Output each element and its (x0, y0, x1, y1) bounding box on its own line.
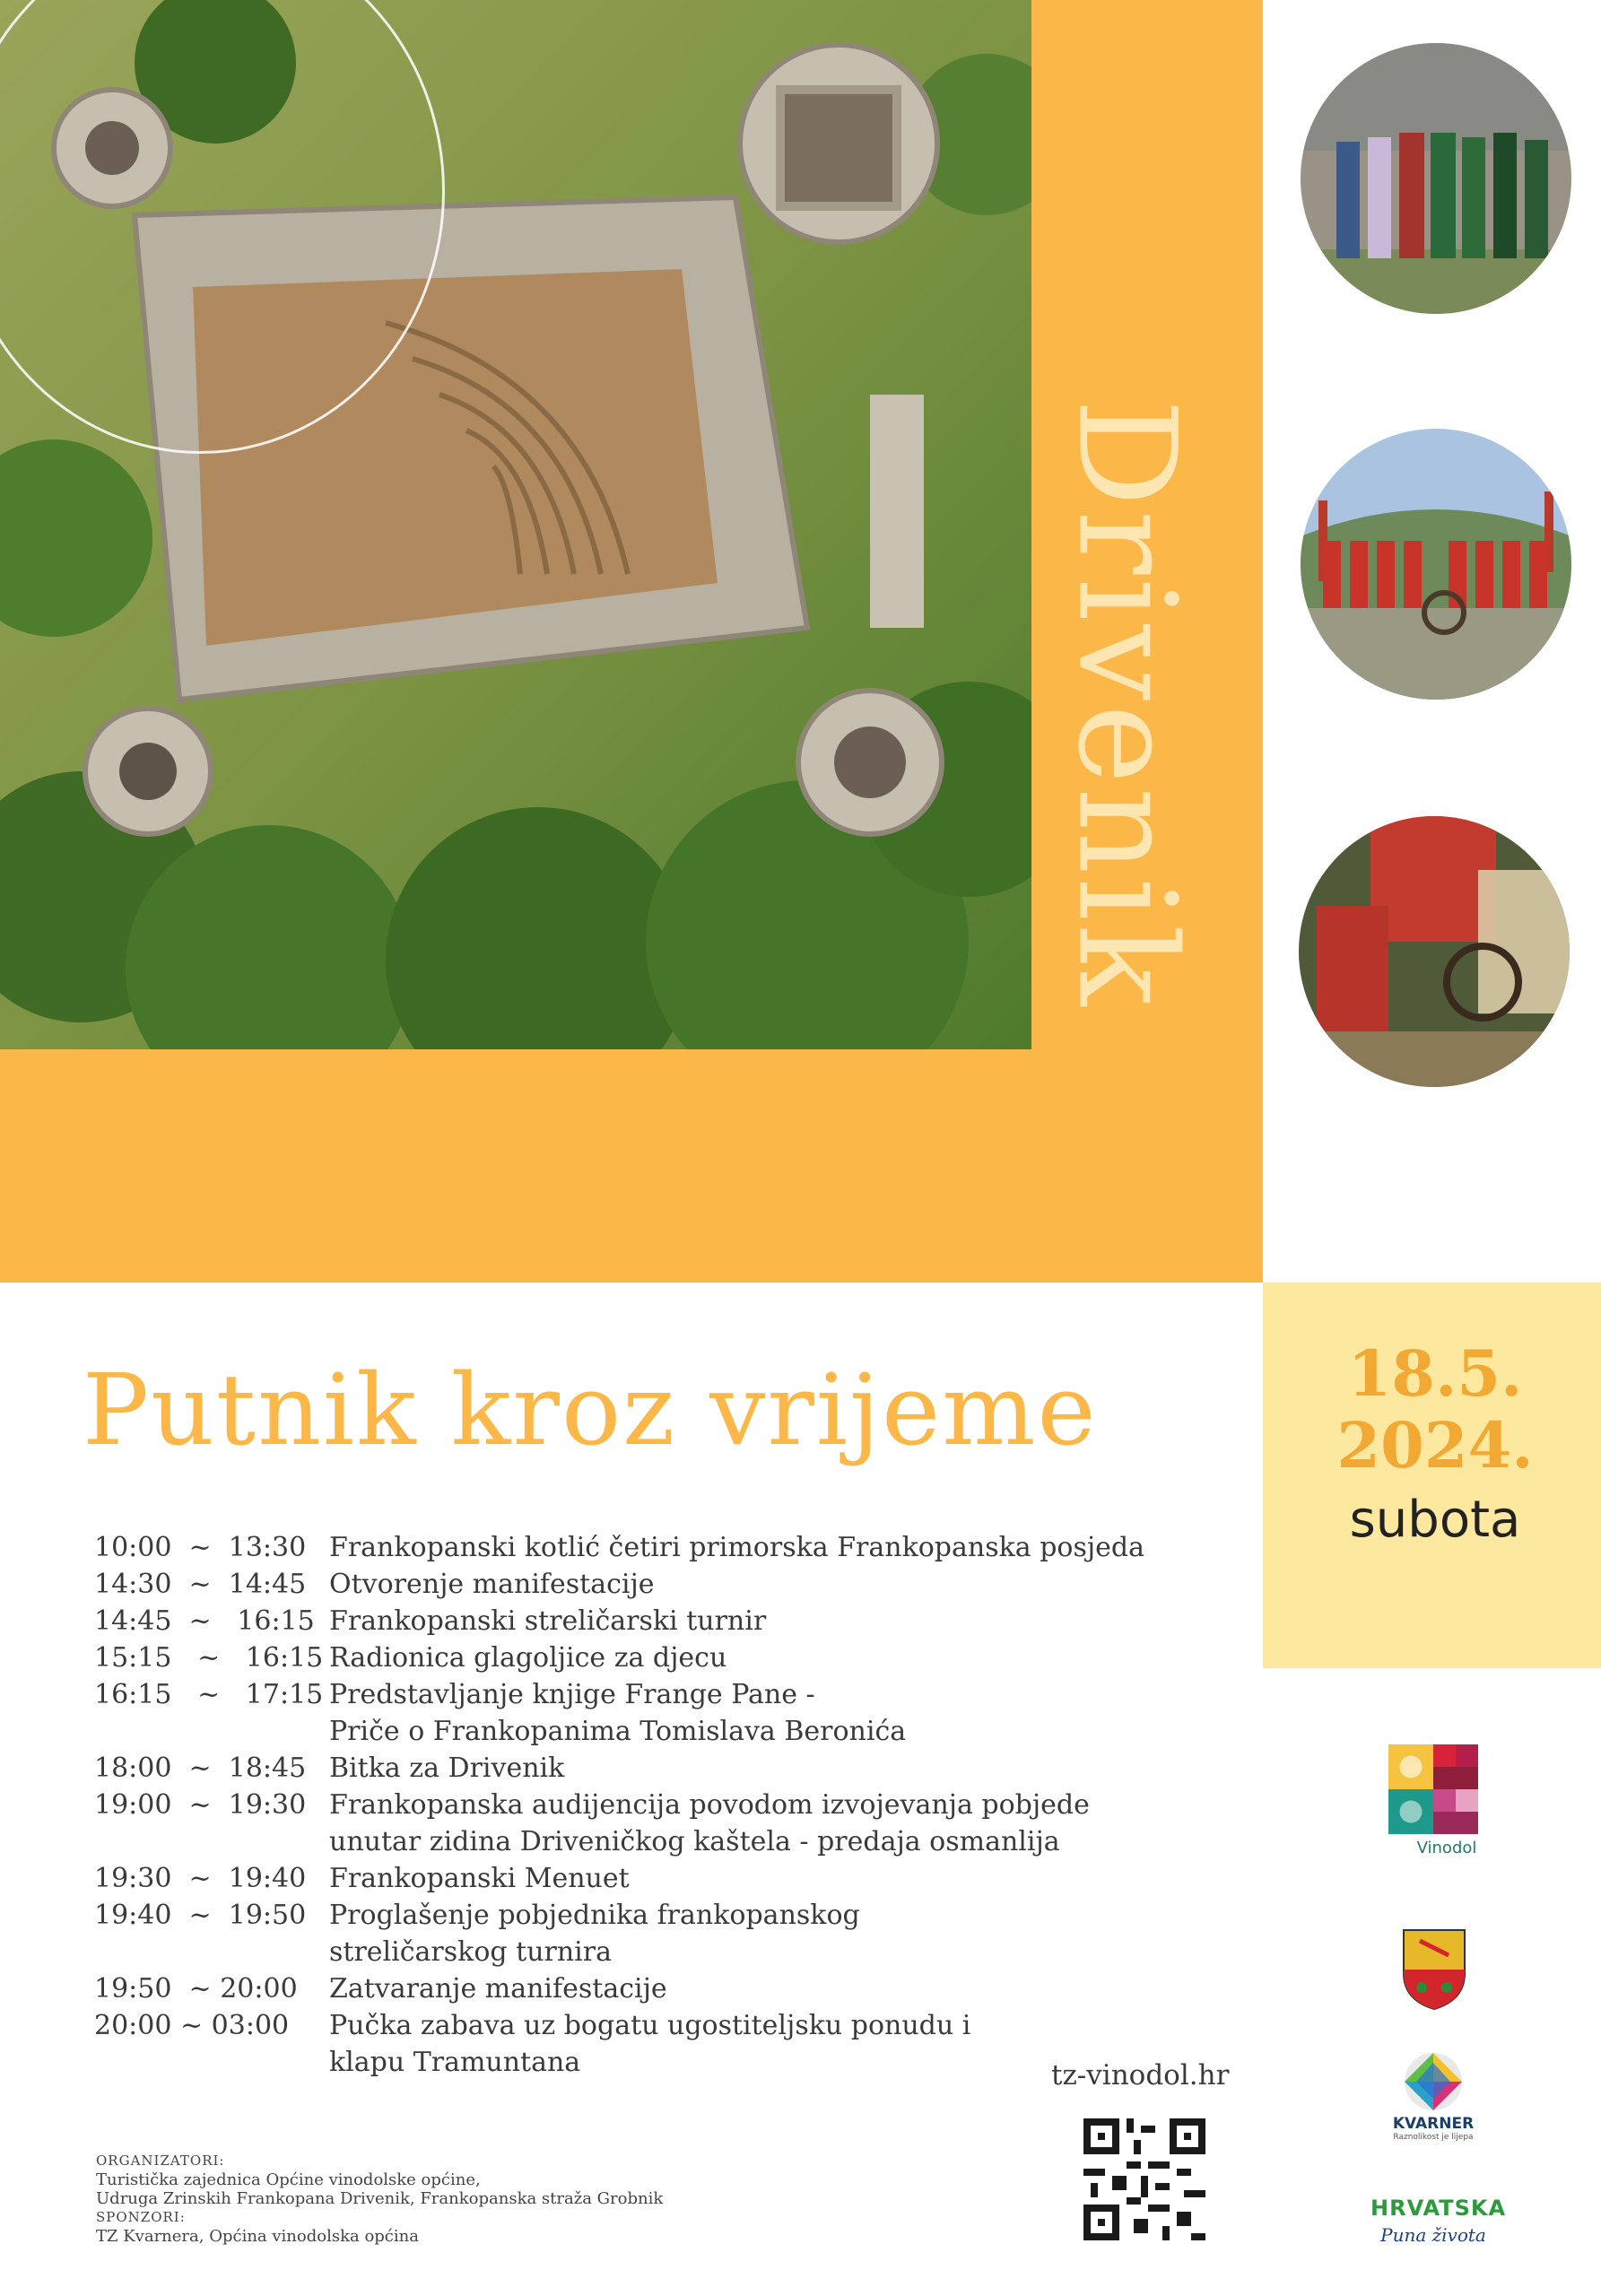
schedule-activity: klapu Tramuntana (329, 2047, 581, 2078)
location-title: Drivenik (1048, 398, 1204, 1010)
vinodol-logo-text: Vinodol (1416, 1839, 1477, 1857)
schedule-row (94, 1897, 1170, 1934)
kvarner-logo-tagline: Raznolikost je lijepa (1393, 2133, 1474, 2142)
schedule-time (94, 2044, 329, 2081)
schedule-activity: Zatvaranje manifestacije (329, 1973, 667, 2005)
schedule-row (94, 1566, 1170, 1603)
schedule-activity: Radionica glagoljice za djecu (329, 1642, 727, 1674)
kvarner-logo-icon (1404, 2052, 1463, 2111)
schedule-time: 16:15 ~ 17:15 (94, 1679, 324, 1710)
organizers-label: ORGANIZATORI: (96, 2152, 225, 2169)
vinodol-logo (1388, 1744, 1478, 1834)
schedule-activity: streličarskog turnira (329, 1936, 612, 1968)
schedule-time: 19:40 ~ 19:50 (94, 1900, 307, 1931)
schedule-activity: Proglašenje pobjednika frankopanskog (329, 1900, 860, 1931)
schedule-time: 14:45 ~ 16:15 (94, 1605, 315, 1637)
coat-of-arms-icon (1402, 1928, 1466, 2011)
schedule-row (94, 1970, 1170, 2007)
location-title-vertical (1048, 354, 1204, 1054)
schedule-time: 19:30 ~ 19:40 (94, 1863, 307, 1894)
hrvatska-logo-text: HRVATSKA (1370, 2196, 1507, 2221)
event-title: Putnik kroz vrijeme (83, 1352, 1098, 1467)
schedule-activity: Frankopanski kotlić četiri primorska Frankopanska posjeda (329, 1532, 1145, 1563)
photo-circle-cannon-firing (1299, 816, 1570, 1087)
sponsors-line-1: TZ Kvarnera, Općina vinodolska općina (96, 2227, 419, 2246)
schedule-time: 19:50 ~ 20:00 (94, 1973, 298, 2005)
schedule-time: 19:00 ~ 19:30 (94, 1789, 307, 1821)
sponsors-label: SPONZORI: (96, 2209, 186, 2225)
schedule-row (94, 1676, 1170, 1713)
schedule-row (94, 2007, 1170, 2044)
event-date-day: 18.5. (1347, 1336, 1523, 1411)
hrvatska-logo-tagline: Puna života (1380, 2224, 1486, 2246)
schedule-row (94, 1934, 1170, 1970)
photo-circle-soldiers-cannon (1301, 429, 1571, 700)
event-date-year: 2024. (1336, 1408, 1534, 1483)
schedule-row (94, 1529, 1170, 1566)
schedule-time: 10:00 ~ 13:30 (94, 1532, 307, 1563)
photo-circle-costumed-group (1301, 43, 1571, 314)
schedule-activity: Frankopanska audijencija povodom izvojevanja pobjede (329, 1789, 1090, 1821)
schedule-time: 20:00 ~ 03:00 (94, 2010, 290, 2041)
schedule-time: 18:00 ~ 18:45 (94, 1752, 307, 1784)
qr-code[interactable] (1083, 2118, 1205, 2240)
schedule-time (94, 1713, 329, 1750)
website-link[interactable]: tz-vinodol.hr (1051, 2059, 1230, 2092)
organizers-block (96, 2152, 663, 2246)
organizers-line-1: Turistička zajednica Općine vinodolske općine, (96, 2170, 481, 2189)
schedule-time: 14:30 ~ 14:45 (94, 1569, 307, 1600)
schedule-row (94, 1823, 1170, 1860)
schedule-list (94, 1529, 1170, 2081)
schedule-activity: unutar zidina Driveničkog kaštela - predaja osmanlija (329, 1826, 1060, 1857)
schedule-row (94, 1860, 1170, 1897)
kvarner-logo-text: KVARNER (1392, 2115, 1475, 2133)
schedule-time (94, 1934, 329, 1970)
schedule-activity: Bitka za Drivenik (329, 1752, 565, 1784)
schedule-row (94, 1639, 1170, 1676)
castle-aerial-photo (0, 0, 1031, 1049)
event-weekday: subota (1349, 1491, 1521, 1549)
schedule-activity: Otvorenje manifestacije (329, 1569, 655, 1600)
schedule-activity: Priče o Frankopanima Tomislava Beronića (329, 1716, 907, 1747)
schedule-row (94, 2044, 1170, 2081)
schedule-row (94, 1603, 1170, 1639)
schedule-activity: Predstavljanje knjige Frange Pane - (329, 1679, 815, 1710)
schedule-row (94, 1787, 1170, 1823)
schedule-time: 15:15 ~ 16:15 (94, 1642, 324, 1674)
schedule-activity: Pučka zabava uz bogatu ugostiteljsku ponudu i (329, 2010, 971, 2041)
schedule-activity: Frankopanski streličarski turnir (329, 1605, 767, 1637)
schedule-row (94, 1750, 1170, 1787)
schedule-time (94, 1823, 329, 1860)
organizers-line-2: Udruga Zrinskih Frankopana Drivenik, Frankopanska straža Grobnik (96, 2189, 664, 2208)
schedule-row (94, 1713, 1170, 1750)
schedule-activity: Frankopanski Menuet (329, 1863, 630, 1894)
